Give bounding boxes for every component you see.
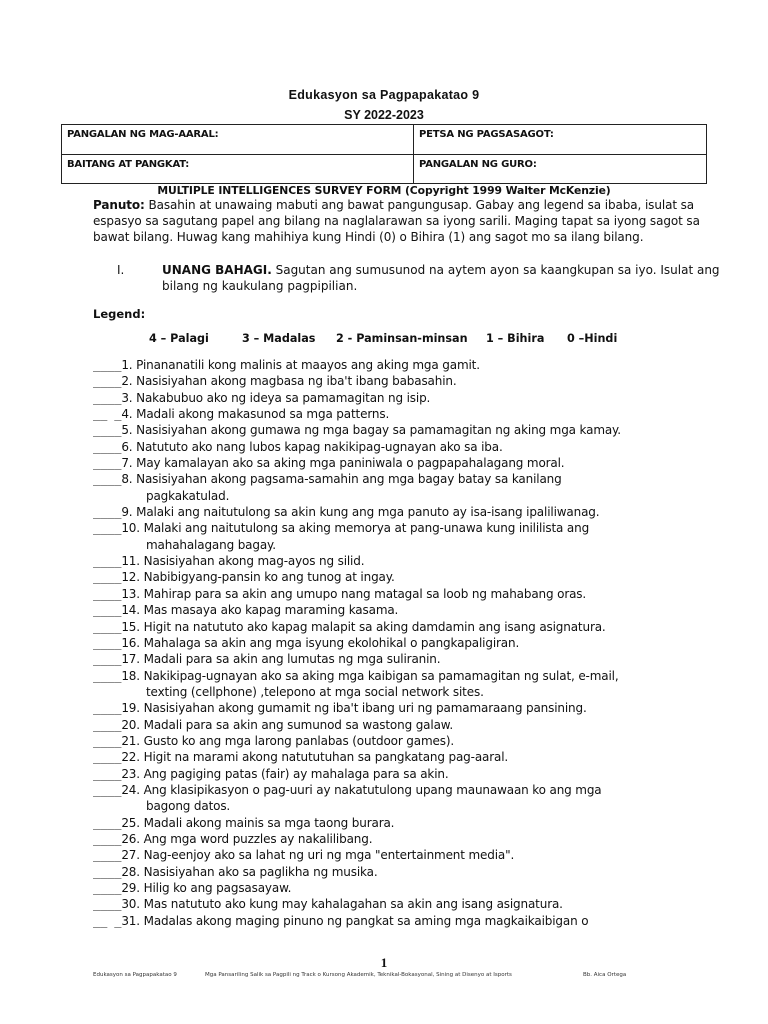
answer-date-field[interactable]: PETSA NG PAGSASAGOT: — [414, 125, 707, 155]
legend-item-bihira: 1 – Bihira — [486, 332, 545, 345]
answer-blank[interactable]: ____ — [93, 733, 122, 748]
survey-item — [93, 896, 723, 912]
survey-item — [93, 406, 723, 422]
survey-item — [93, 864, 723, 880]
student-name-field[interactable]: PANGALAN NG MAG-AARAL: — [62, 125, 414, 155]
survey-item — [93, 504, 723, 520]
item-text: 7. May kamalayan ako sa aking mga paniniwala o pagpapahalagang moral. — [121, 456, 565, 471]
answer-blank[interactable]: ____ — [93, 881, 122, 895]
survey-item — [93, 880, 723, 896]
item-text-continuation: pagkakatulad. — [146, 488, 230, 503]
survey-item — [93, 847, 723, 863]
survey-item — [93, 782, 723, 815]
item-text: 23. Ang pagiging patas (fair) ay mahalaga para sa akin. — [121, 766, 449, 781]
part-label: UNANG BAHAGI. — [162, 263, 272, 277]
survey-item — [93, 733, 723, 749]
item-text-continuation: mahahalagang bagay. — [146, 537, 276, 552]
answer-blank[interactable]: __ _ — [93, 407, 122, 422]
item-text: 19. Nasisiyahan akong gumamit ng iba't ibang uri ng pamamaraang pansining. — [121, 701, 587, 716]
footer-subject: Edukasyon sa Pagpapakatao 9 — [93, 972, 177, 978]
legend-heading: Legend: — [93, 307, 146, 321]
instructions-text: Basahin at unawaing mabuti ang bawat pangungusap. Gabay ang legend sa ibaba, isulat sa espasyo sa sagutang papel ang bilang na naglalarawan sa iyong sarili. Maging tapat sa iyong sagot sa bawat bilang. Huwag kang mahihiya kung Hindi (0) o Bihira (1) ang sagot mo sa ilang bilang. — [93, 198, 700, 244]
survey-item — [93, 471, 723, 504]
item-text: 12. Nabibigyang-pansin ko ang tunog at ingay. — [121, 570, 395, 585]
school-year: SY 2022-2023 — [344, 108, 424, 122]
survey-item — [93, 390, 723, 406]
answer-blank[interactable]: ____ — [93, 358, 122, 372]
item-text: 4. Madali akong makasunod sa mga patterns. — [121, 407, 390, 422]
answer-blank[interactable]: ____ — [93, 635, 122, 650]
instructions-label: Panuto: — [93, 198, 145, 212]
survey-item — [93, 357, 723, 373]
item-text: 2. Nasisiyahan akong magbasa ng iba't ibang babasahin. — [121, 374, 457, 389]
answer-blank[interactable]: ____ — [93, 390, 122, 405]
part-instructions: Sagutan ang sumusunod na aytem ayon sa kaangkupan sa iyo. Isulat ang bilang ng kaukulang pagpipilian. — [162, 263, 720, 293]
answer-blank[interactable]: ____ — [93, 554, 122, 569]
item-text-continuation: texting (cellphone) ,telepono at mga social network sites. — [146, 684, 484, 699]
item-text: 11. Nasisiyahan akong mag-ayos ng silid. — [121, 554, 365, 569]
survey-item — [93, 619, 723, 635]
instructions — [93, 197, 713, 245]
legend-item-hindi: 0 –Hindi — [567, 332, 618, 345]
legend-item-paminsan: 2 - Paminsan-minsan — [336, 332, 468, 345]
item-text: 15. Higit na natututo ako kapag malapit sa aking damdamin ang isang asignatura. — [121, 619, 606, 634]
survey-item — [93, 520, 723, 553]
item-text: 8. Nasisiyahan akong pagsama-samahin ang mga bagay batay sa kanilang — [121, 472, 562, 487]
item-text: 18. Nakikipag-ugnayan ako sa aking mga kaibigan sa pamamagitan ng sulat, e-mail, — [121, 668, 619, 683]
item-text: 3. Nakabubuo ako ng ideya sa pamamagitan ng isip. — [121, 390, 431, 405]
survey-item — [93, 553, 723, 569]
item-text: 14. Mas masaya ako kapag maraming kasama. — [121, 603, 399, 618]
survey-item — [93, 422, 723, 438]
survey-item — [93, 749, 723, 765]
grade-section-field[interactable]: BAITANG AT PANGKAT: — [62, 154, 414, 184]
item-text: 21. Gusto ko ang mga larong panlabas (outdoor games). — [121, 733, 455, 748]
answer-blank[interactable]: __ _ — [93, 913, 122, 928]
survey-title: MULTIPLE INTELLIGENCES SURVEY FORM (Copyright 1999 Walter McKenzie) — [157, 184, 611, 197]
answer-blank[interactable]: ____ — [93, 456, 122, 471]
legend-item-madalas: 3 – Madalas — [242, 332, 316, 345]
answer-blank[interactable]: ____ — [93, 848, 122, 863]
teacher-name-field[interactable]: PANGALAN NG GURO: — [414, 154, 707, 184]
answer-blank[interactable]: ____ — [93, 897, 122, 912]
item-text: 17. Madali para sa akin ang lumutas ng mga suliranin. — [121, 652, 441, 667]
item-text: 27. Nag-eenjoy ako sa lahat ng uri ng mga "entertainment media". — [121, 848, 515, 863]
item-text: 16. Mahalaga sa akin ang mga isyung ekolohikal o pangkapaligiran. — [121, 635, 520, 650]
student-info-table — [61, 124, 707, 184]
item-text: 31. Madalas akong maging pinuno ng pangkat sa aming mga magkaikaibigan o — [121, 913, 589, 928]
page-number: 1 — [380, 955, 388, 970]
answer-blank[interactable]: ____ — [93, 374, 122, 389]
answer-blank[interactable]: ____ — [93, 570, 122, 585]
legend-item-palagi: 4 – Palagi — [149, 332, 209, 345]
answer-blank[interactable]: ____ — [93, 766, 122, 781]
answer-blank[interactable]: ____ — [93, 439, 122, 454]
legend-scale — [0, 332, 768, 348]
item-text: 26. Ang mga word puzzles ay nakalilibang. — [121, 831, 373, 846]
item-text: 20. Madali para sa akin ang sumunod sa wastong galaw. — [121, 717, 454, 732]
answer-blank[interactable]: ____ — [93, 521, 122, 536]
answer-blank[interactable]: ____ — [93, 652, 122, 667]
item-text: 25. Madali akong mainis sa mga taong burara. — [121, 815, 395, 830]
survey-item — [93, 602, 723, 618]
item-text: 24. Ang klasipikasyon o pag-uuri ay nakatutulong upang maunawaan ko ang mga — [121, 782, 602, 797]
answer-blank[interactable]: ____ — [93, 864, 122, 879]
answer-blank[interactable]: ____ — [93, 472, 122, 487]
survey-item — [93, 439, 723, 455]
survey-item — [93, 586, 723, 602]
answer-blank[interactable]: ____ — [93, 619, 122, 634]
answer-blank[interactable]: ____ — [93, 701, 122, 716]
footer-module-title: Mga Pansariling Salik sa Pagpili ng Track o Kursong Akademik, Teknikal-Bokasyonal, Sining at Disenyo at Isports — [205, 972, 512, 978]
answer-blank[interactable]: ____ — [93, 423, 122, 438]
answer-blank[interactable]: ____ — [93, 586, 122, 601]
answer-blank[interactable]: ____ — [93, 668, 122, 683]
item-text: 6. Natututo ako nang lubos kapag nakikipag-ugnayan ako sa iba. — [121, 439, 503, 454]
survey-item — [93, 373, 723, 389]
part-numeral: I. — [117, 263, 125, 277]
item-text: 13. Mahirap para sa akin ang umupo nang matagal sa loob ng mahabang oras. — [121, 586, 587, 601]
survey-item — [93, 766, 723, 782]
item-text-continuation: bagong datos. — [146, 799, 231, 814]
item-text: 30. Mas natututo ako kung may kahalagahan sa akin ang isang asignatura. — [121, 897, 563, 912]
survey-item — [93, 831, 723, 847]
answer-blank[interactable]: ____ — [93, 831, 122, 846]
survey-item — [93, 455, 723, 471]
survey-item — [93, 569, 723, 585]
survey-item — [93, 668, 723, 701]
page-footer — [0, 972, 768, 984]
answer-blank[interactable]: ____ — [93, 815, 122, 830]
item-text: 9. Malaki ang naitutulong sa akin kung ang mga panuto ay isa-isang ipaliliwanag. — [121, 505, 600, 520]
survey-item — [93, 913, 723, 929]
survey-item — [93, 815, 723, 831]
document-title: Edukasyon sa Pagpapakatao 9 — [288, 88, 480, 102]
survey-item — [93, 717, 723, 733]
survey-items-list — [93, 357, 723, 929]
item-text: 22. Higit na marami akong natututuhan sa pangkatang pag-aaral. — [121, 750, 509, 765]
footer-author: Bb. Aica Ortega — [583, 972, 627, 978]
item-text: 10. Malaki ang naitutulong sa aking memorya at pang-unawa kung inililista ang — [121, 521, 590, 536]
answer-blank[interactable]: ____ — [93, 750, 122, 765]
item-text: 5. Nasisiyahan akong gumawa ng mga bagay sa pamamagitan ng aking mga kamay. — [121, 423, 621, 438]
answer-blank[interactable]: ____ — [93, 505, 122, 520]
survey-item — [93, 700, 723, 716]
survey-item — [93, 635, 723, 651]
item-text: 29. Hilig ko ang pagsasayaw. — [121, 881, 292, 895]
answer-blank[interactable]: ____ — [93, 782, 122, 797]
survey-item — [93, 651, 723, 667]
item-text: 28. Nasisiyahan ako sa paglikha ng musika. — [121, 864, 378, 879]
answer-blank[interactable]: ____ — [93, 603, 122, 618]
item-text: 1. Pinananatili kong malinis at maayos ang aking mga gamit. — [121, 358, 480, 372]
answer-blank[interactable]: ____ — [93, 717, 122, 732]
